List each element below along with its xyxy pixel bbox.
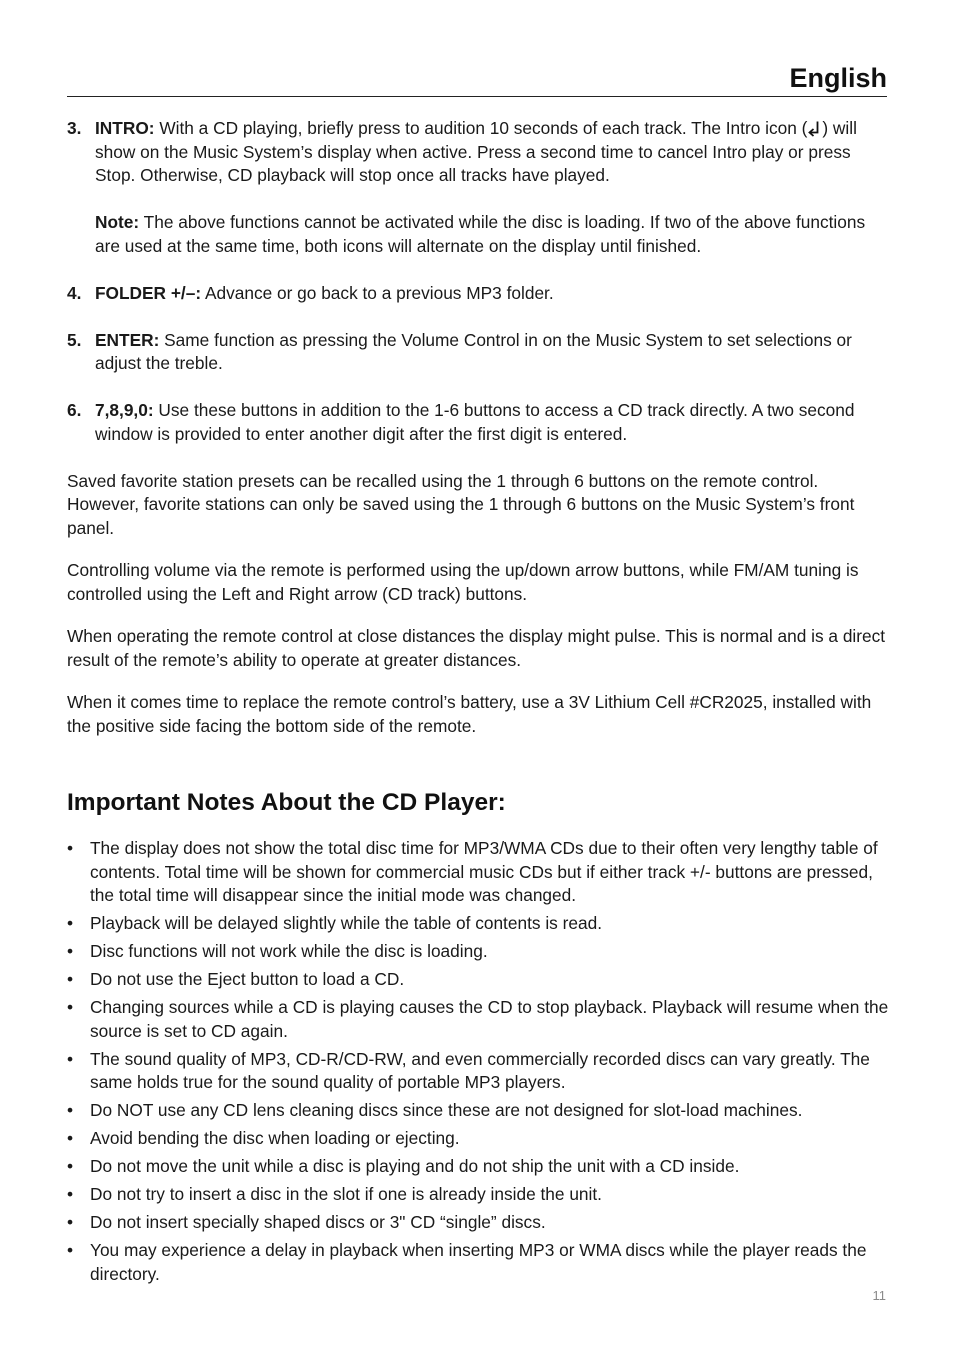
list-item xyxy=(67,1155,889,1179)
list-item xyxy=(67,837,889,908)
paragraph-volume: Controlling volume via the remote is performed using the up/down arrow buttons, while FM/AM tuning is controlled using the Left and Right arrow (CD track) buttons. xyxy=(67,560,859,604)
list-item xyxy=(67,1048,889,1095)
bullet: • xyxy=(67,913,74,933)
page-header-title: English xyxy=(789,63,887,93)
page-content xyxy=(67,117,889,1291)
list-item xyxy=(67,1099,889,1123)
list-item-text: Playback will be delayed slightly while the table of contents is read. xyxy=(90,913,602,933)
item-term: 7,8,9,0: xyxy=(95,400,154,420)
numbered-item-enter xyxy=(67,329,889,376)
list-item-text: The sound quality of MP3, CD-R/CD-RW, and even commercially recorded discs can vary greatly. The same holds true for the sound quality of portable MP3 players. xyxy=(90,1048,870,1092)
paragraph-display-pulse: When operating the remote control at close distances the display might pulse. This is normal and is a direct result of the remote’s ability to operate at greater distances. xyxy=(67,626,886,670)
item-number: 4. xyxy=(67,282,82,303)
bullet: • xyxy=(67,838,74,858)
item-text xyxy=(95,117,889,188)
bullet: • xyxy=(67,1100,74,1120)
notes-list xyxy=(67,837,889,1286)
list-item xyxy=(67,912,889,936)
item-description: Use these buttons in addition to the 1-6 buttons to access a CD track directly. A two second window is provided to enter another digit after the first digit is entered. xyxy=(95,400,855,444)
list-item xyxy=(67,1239,889,1286)
paragraph-battery: When it comes time to replace the remote control’s battery, use a 3V Lithium Cell #CR2025, installed with the positive side facing the bottom side of the remote. xyxy=(67,692,872,736)
bullet: • xyxy=(67,941,74,961)
item-note xyxy=(95,211,889,258)
item-description: Advance or go back to a previous MP3 folder. xyxy=(201,282,554,303)
list-item xyxy=(67,940,889,964)
numbered-item-digits xyxy=(67,399,889,446)
item-text-part: With a CD playing, briefly press to audition 10 seconds of each track. The Intro icon ( xyxy=(154,118,808,138)
list-item-text: Do not move the unit while a disc is playing and do not ship the unit with a CD inside. xyxy=(90,1156,740,1176)
bullet: • xyxy=(67,1184,74,1204)
header-divider xyxy=(67,96,887,97)
list-item xyxy=(67,968,889,992)
list-item-text: Disc functions will not work while the disc is loading. xyxy=(90,941,488,961)
bullet: • xyxy=(67,1156,74,1176)
item-term: ENTER: xyxy=(95,329,160,350)
list-item xyxy=(67,996,889,1043)
bullet: • xyxy=(67,997,74,1017)
list-item xyxy=(67,1183,889,1207)
section-title: Important Notes About the CD Player: xyxy=(67,789,506,816)
item-text xyxy=(95,329,889,376)
list-item-text: Avoid bending the disc when loading or ejecting. xyxy=(90,1128,460,1148)
bullet: • xyxy=(67,1212,74,1232)
item-text-part: ) will show on the Music System’s display when active. Press a second time to cancel Intro play or press Stop. Otherwise, CD playback will stop once all tracks have played. xyxy=(95,118,857,185)
item-description: Same function as pressing the Volume Control in on the Music System to set selections or adjust the treble. xyxy=(95,329,852,373)
list-item-text: Do not try to insert a disc in the slot if one is already inside the unit. xyxy=(90,1184,602,1204)
numbered-item-folder xyxy=(67,282,889,306)
bullet: • xyxy=(67,1128,74,1148)
list-item-text: The display does not show the total disc time for MP3/WMA CDs due to their often very lengthy table of contents. Total time will be shown for commercial music CDs but if either track +/- buttons are pressed, the total time will disappear since the initial mode was changed. xyxy=(90,838,878,905)
item-text xyxy=(95,399,889,446)
numbered-item-intro xyxy=(67,117,889,258)
list-item-text: You may experience a delay in playback when inserting MP3 or WMA discs while the player reads the directory. xyxy=(90,1240,867,1284)
list-item-text: Changing sources while a CD is playing causes the CD to stop playback. Playback will resume when the source is set to CD again. xyxy=(90,997,889,1041)
item-number: 3. xyxy=(67,118,82,138)
item-term: FOLDER +/–: xyxy=(95,282,202,303)
list-item-text: Do not use the Eject button to load a CD. xyxy=(90,969,405,989)
item-number: 6. xyxy=(67,400,82,420)
note-label: Note: xyxy=(95,212,140,232)
bullet: • xyxy=(67,1048,74,1069)
list-item xyxy=(67,1211,889,1235)
item-number: 5. xyxy=(67,329,82,350)
page-number: 11 xyxy=(872,1288,886,1303)
list-item-text: Do not insert specially shaped discs or 3" CD “single” discs. xyxy=(90,1212,546,1232)
bullet: • xyxy=(67,969,74,989)
paragraph-presets: Saved favorite station presets can be recalled using the 1 through 6 buttons on the remote control. However, favorite stations can only be saved using the 1 through 6 buttons on the Music System’s front panel. xyxy=(67,470,855,538)
list-item xyxy=(67,1127,889,1151)
item-text xyxy=(95,282,889,306)
item-term: INTRO: xyxy=(95,118,155,138)
bullet: • xyxy=(67,1240,74,1260)
note-text: The above functions cannot be activated while the disc is loading. If two of the above functions are used at the same time, both icons will alternate on the display until finished. xyxy=(95,212,866,256)
return-arrow-icon xyxy=(807,120,822,137)
list-item-text: Do NOT use any CD lens cleaning discs since these are not designed for slot-load machines. xyxy=(90,1100,803,1120)
